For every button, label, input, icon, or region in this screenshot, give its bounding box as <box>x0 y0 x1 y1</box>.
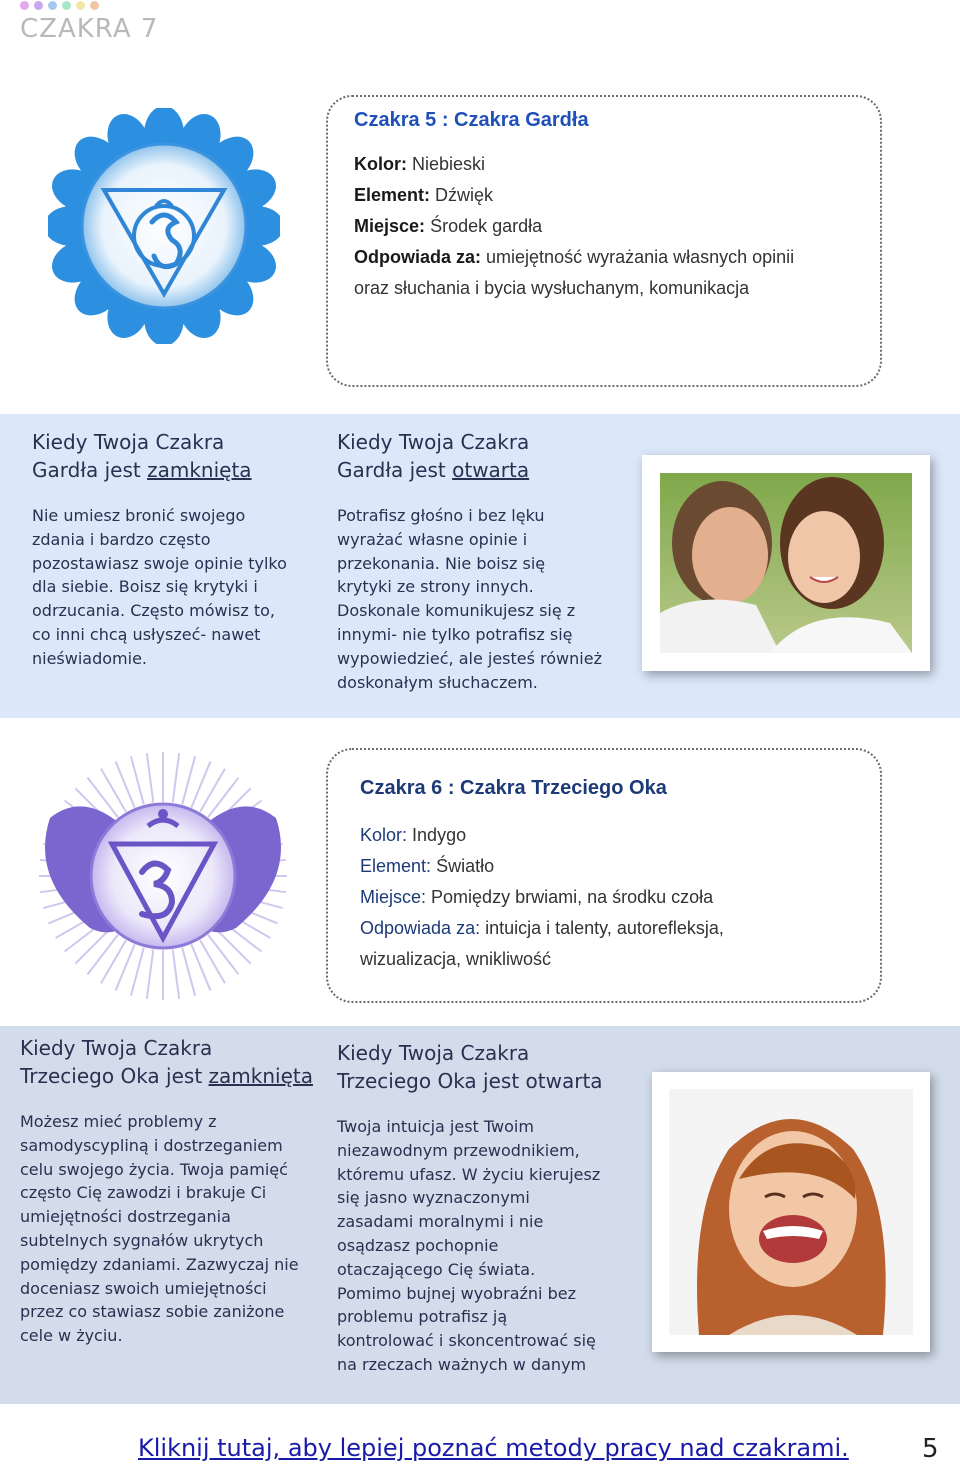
row-value: Światło <box>436 856 495 876</box>
ray <box>173 753 180 803</box>
heading-state: otwarta <box>452 458 530 482</box>
heading-line: Kiedy Twoja Czakra <box>32 430 225 454</box>
chakra6-closed-column <box>20 1034 320 1348</box>
body-line: celu swojego życia. Twoja pamięć <box>20 1159 288 1179</box>
dot <box>48 1 57 10</box>
dot <box>76 1 85 10</box>
chakra6-open-heading <box>337 1039 637 1095</box>
heading-line <box>337 456 632 484</box>
chakra6-title: Czakra 6 : Czakra Trzeciego Oka <box>360 777 667 799</box>
body-line: problemu potrafisz ją <box>337 1307 508 1327</box>
row-value: Pomiędzy brwiami, na środku czoła <box>431 887 714 907</box>
chakra5-responsible-continuation: oraz słuchania i bycia wysłuchanym, komunikacja <box>354 278 750 298</box>
chakra5-place-row <box>354 211 794 242</box>
body-line: umiejętności dostrzegania <box>20 1207 231 1227</box>
chakra5-open-heading <box>337 428 632 484</box>
chakra5-closed-body <box>32 504 317 671</box>
heading-text: Trzeciego Oka jest <box>20 1064 203 1088</box>
ray <box>173 949 180 999</box>
heading-text: Gardła jest <box>32 458 141 482</box>
couple-photo <box>642 455 930 671</box>
row-value: intuicja i talenty, autorefleksja, <box>485 918 724 938</box>
row-value: Dźwięk <box>435 185 494 205</box>
row-label: Kolor: <box>354 154 407 174</box>
body-line: samodyscypliną i dostrzeganiem <box>20 1135 283 1155</box>
chakra6-element-row <box>360 851 724 882</box>
chakra6-open-body <box>337 1115 637 1377</box>
laughing-woman-photo <box>652 1072 930 1352</box>
chakra6-open-column <box>337 1039 637 1377</box>
chakra5-info-card <box>326 95 882 387</box>
row-label: Kolor: <box>360 825 408 845</box>
laughing-woman-photo-image <box>669 1089 913 1335</box>
body-line: innymi- nie tylko potrafisz się <box>337 624 573 644</box>
heading-line <box>32 456 317 484</box>
body-line: pozostawiasz swoje opinie tylko <box>32 553 287 573</box>
body-line: krytyki ze strony innych. <box>337 577 534 597</box>
body-line: cele w życiu. <box>20 1326 123 1346</box>
body-line: pomiędzy zdaniami. Zazwyczaj nie <box>20 1254 299 1274</box>
row-value: Indygo <box>412 825 467 845</box>
heading-text: Trzeciego Oka jest <box>337 1069 520 1093</box>
body-line: wypowiedzieć, ale jesteś również <box>337 648 602 668</box>
body-line: przekonania. Nie boisz się <box>337 553 546 573</box>
chakra5-closed-column <box>32 428 317 671</box>
body-line: nieświadomie. <box>32 648 148 668</box>
body-line: Nie umiesz bronić swojego <box>32 506 246 525</box>
row-label: Odpowiada za: <box>360 918 481 938</box>
chakra5-open-body <box>337 504 632 694</box>
body-line: przez co stawiasz sobie zaniżone <box>20 1302 285 1322</box>
body-line: któremu ufasz. W życiu kierujesz <box>337 1164 601 1184</box>
body-line: co inni chcą usłyszeć- nawet <box>32 624 261 644</box>
dot <box>20 1 29 10</box>
heading-state: zamknięta <box>147 458 252 482</box>
body-line: na rzeczach ważnych w danym <box>337 1354 587 1374</box>
decorative-dots <box>20 1 99 10</box>
dot <box>34 1 43 10</box>
chakra-methods-link[interactable]: Kliknij tutaj, aby lepiej poznać metody pracy nad czakrami. <box>138 1434 849 1462</box>
chakra6-color-row <box>360 820 724 851</box>
ray <box>182 756 195 804</box>
chakra5-title: Czakra 5 : Czakra Gardła <box>354 109 589 131</box>
body-line: doceniasz swoich umiejętności <box>20 1278 267 1298</box>
ray <box>182 947 195 995</box>
body-line: Twoja intuicja jest Twoim <box>337 1117 534 1136</box>
body-line: osądzasz pochopnie <box>337 1235 499 1255</box>
heading-line <box>337 1067 637 1095</box>
row-label: Miejsce: <box>360 887 427 907</box>
body-line: zdania i bardzo często <box>32 529 211 549</box>
body-line: Możesz mieć problemy z <box>20 1112 217 1131</box>
heading-text: Gardła jest <box>337 458 446 482</box>
dot <box>90 1 99 10</box>
row-value: Niebieski <box>412 154 486 174</box>
body-line: kontrolować i skoncentrować się <box>337 1331 596 1351</box>
heading-line: Kiedy Twoja Czakra <box>337 430 530 454</box>
page-number: 5 <box>922 1434 939 1464</box>
chakra6-closed-body <box>20 1110 320 1348</box>
body-line: odrzucania. Często mówisz to, <box>32 601 275 621</box>
body-line: niezawodnym przewodnikiem, <box>337 1140 580 1160</box>
chakra5-open-column <box>337 428 632 694</box>
dot <box>62 1 71 10</box>
chakra6-info-card <box>326 748 882 1003</box>
body-line: dla siebie. Boisz się krytyki i <box>32 577 258 597</box>
brand-title: CZAKRA 7 <box>20 14 159 44</box>
body-line: subtelnych sygnałów ukrytych <box>20 1230 264 1250</box>
heading-state: zamknięta <box>208 1064 313 1088</box>
body-line: Potrafisz głośno i bez lęku <box>337 506 545 525</box>
ray <box>75 928 110 963</box>
row-value: umiejętność wyrażania własnych opinii <box>486 247 795 267</box>
chakra5-closed-heading <box>32 428 317 484</box>
body-line: często Cię zawodzi i brakuje Ci <box>20 1183 267 1203</box>
row-label: Element: <box>354 185 431 205</box>
ray <box>131 947 144 995</box>
body-line: otaczającego Cię świata. <box>337 1259 536 1279</box>
chakra6-closed-heading <box>20 1034 320 1090</box>
ray <box>208 935 238 975</box>
chakra5-element-row <box>354 180 794 211</box>
heading-line: Kiedy Twoja Czakra <box>337 1041 530 1065</box>
ray <box>88 935 118 975</box>
body-line: się jasno wyznaczonymi <box>337 1188 530 1208</box>
ray <box>131 756 144 804</box>
ray <box>215 928 250 963</box>
body-line: doskonałym słuchaczem. <box>337 672 538 692</box>
row-value: Środek gardła <box>430 216 543 236</box>
chakra6-place-row <box>360 882 724 913</box>
body-line: zasadami moralnymi i nie <box>337 1212 544 1232</box>
chakra5-responsible-row <box>354 242 794 273</box>
row-label: Element: <box>360 856 432 876</box>
body-line: Doskonale komunikujesz się z <box>337 601 576 621</box>
chakra5-color-row <box>354 149 794 180</box>
body-line: wyrażać własne opinie i <box>337 529 528 549</box>
ray <box>147 753 154 803</box>
row-label: Odpowiada za: <box>354 247 482 267</box>
body-line: Pomimo bujnej wyobraźni bez <box>337 1283 576 1303</box>
heading-line: Kiedy Twoja Czakra <box>20 1036 213 1060</box>
throat-chakra-icon <box>48 108 280 344</box>
heading-line <box>20 1062 320 1090</box>
chakra6-responsible-row <box>360 913 724 944</box>
chakra6-responsible-continuation: wizualizacja, wnikliwość <box>360 949 552 969</box>
couple-photo-image <box>660 473 912 653</box>
third-eye-chakra-icon <box>30 748 296 1002</box>
ray <box>147 949 154 999</box>
row-label: Miejsce: <box>354 216 426 236</box>
heading-state: otwarta <box>525 1069 603 1093</box>
